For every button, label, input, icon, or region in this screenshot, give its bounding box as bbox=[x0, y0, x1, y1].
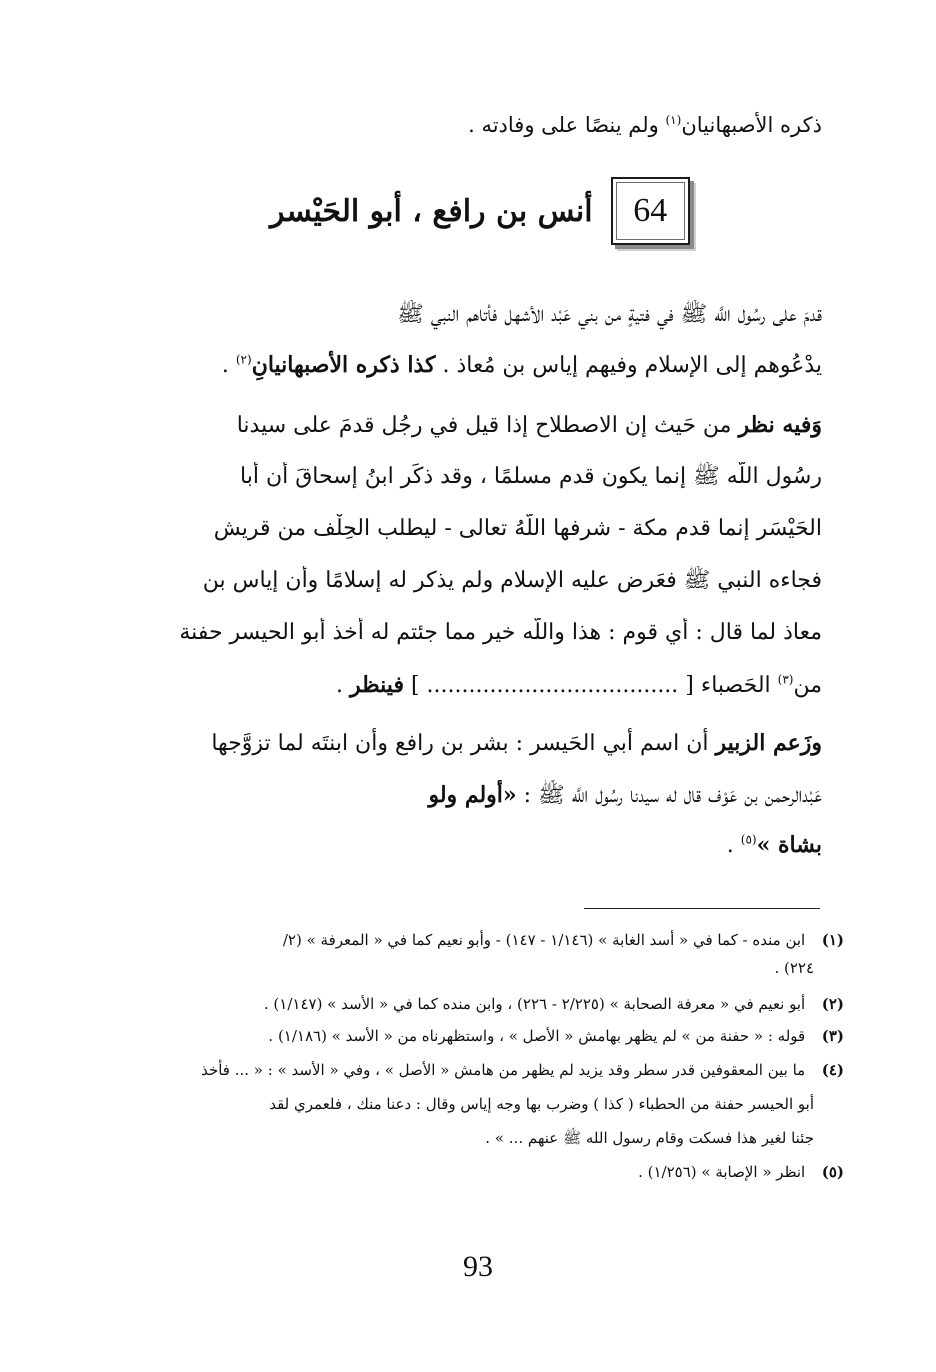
para3-line3-end: . bbox=[726, 833, 741, 858]
para3-line2-text: عَبْدالرحمن بن عَوْف قال له سيدنا رسُول اللَّه ﷺ : bbox=[516, 783, 822, 808]
para3-line2 bbox=[100, 780, 822, 811]
para3-line1-text: أَن اسم أبي الحَيسر : بشر بن رافع وأن ابنتَه لما تزوَّجها bbox=[211, 731, 716, 756]
footnote-2 bbox=[98, 992, 844, 1016]
para2-line2: رسُول اللَّه ﷺ إنما يكون قدم مسلمًا ، وقد ذكَر ابنُ إسحاقَ أن أبا bbox=[240, 464, 822, 489]
footnote-4-cont2: جئنا لغير هذا فسكت وقام رسول الله ﷺ عنهم ... » . bbox=[485, 1129, 814, 1147]
para3-line3 bbox=[100, 830, 822, 861]
footnote-1-cont: ٢٢٤) . bbox=[774, 959, 814, 977]
entry-title: أنس بن رافع ، أبو الحَيْسر bbox=[270, 193, 593, 229]
para2-line6-text: من bbox=[793, 673, 822, 698]
footnote-text: ابن منده - كما في « أسد الغابة » (١/١٤٦ - ١٤٧) - وأبو نعيم كما في « المعرفة » (٢/ bbox=[282, 931, 806, 949]
footnote-number: (٣) bbox=[821, 1027, 844, 1045]
footnote-text: قوله : « حفنة من » لم يظهر بهامش « الأصل » ، واستظهرناه من « الأسد » (١/١٨٦) . bbox=[268, 1027, 806, 1045]
footnote-number: (٤) bbox=[821, 1061, 844, 1079]
footnote-3 bbox=[98, 1024, 844, 1048]
page-number: 93 bbox=[463, 1250, 493, 1283]
entry-heading bbox=[270, 172, 690, 250]
para1-line2-text: يدْعُوهم إلى الإسلام وفيهم إياس بن مُعاذ . bbox=[435, 353, 822, 378]
intro-text: ذكره الأصبهانيان bbox=[681, 113, 822, 137]
footnote-text: ما بين المعقوفين قدر سطر وقد يزيد لم يظهر من هامش « الأصل » ، وفي « الأسد » : « ... فأخذ bbox=[201, 1061, 806, 1079]
para2-line6-mid: الحَصباء [ .................................... ] bbox=[403, 673, 778, 698]
footnote-ref-2: (٢) bbox=[235, 352, 252, 367]
para2-line3: الحَيْسَر إنما قدم مكة - شرفها اللَّهُ تعالى - ليطلب الحِلْف من قريش bbox=[213, 516, 822, 541]
para2-line1 bbox=[100, 410, 822, 441]
para2-line4: فجاءه النبي ﷺ فعَرض عليه الإسلام ولم يذكر له إسلامًا وأن إياس بن bbox=[202, 568, 822, 593]
footnote-1 bbox=[98, 928, 844, 952]
entry-number-badge bbox=[611, 177, 690, 245]
para3-line3-bold: بشاة » bbox=[756, 832, 822, 858]
footnote-number: (٢) bbox=[821, 995, 844, 1013]
entry-number: 64 bbox=[633, 192, 668, 229]
footnote-ref-3: (٣) bbox=[777, 672, 794, 687]
para1-line2-end: . bbox=[221, 353, 236, 378]
para1-line1: قدمَ على رسُول اللَّه ﷺ في فتيةٍ من بني عَبْد الأشهل فأتاهم النبي ﷺ bbox=[397, 302, 822, 327]
footnote-ref-1: (١) bbox=[665, 113, 682, 127]
footnote-4-cont: أبو الحيسر حفنة من الحطباء ( كذا ) وضرب بها وجه إياس وقال : دعنا منك ، فلعمري لقد bbox=[269, 1095, 814, 1113]
para2-line6 bbox=[100, 670, 822, 701]
footnote-text: أبو نعيم في « معرفة الصحابة » (٢/٢٢٥ - ٢٢٦) ، وابن منده كما في « الأسد » (١/١٤٧) . bbox=[263, 995, 806, 1013]
footnote-number: (١) bbox=[821, 931, 844, 949]
footnote-5 bbox=[98, 1160, 844, 1184]
para2-line6-bold: فينظر bbox=[349, 672, 404, 698]
para1-line2 bbox=[100, 350, 822, 381]
para2-line1-bold: وَفيه نظر bbox=[738, 412, 822, 438]
para2-line5: معاذ لما قال : أي قوم : هذا واللَّه خير مما جئتم له أخذ أبو الحيسر حفنة bbox=[179, 620, 822, 645]
footnote-divider bbox=[584, 908, 820, 909]
footnote-text: انظر « الإصابة » (١/٢٥٦) . bbox=[638, 1163, 806, 1181]
intro-text-end: ولم ينصًا على وفادته . bbox=[468, 113, 666, 137]
footnote-number: (٥) bbox=[821, 1163, 844, 1181]
footnote-ref-5: (٥) bbox=[740, 832, 757, 847]
footnote-4 bbox=[98, 1058, 844, 1082]
para1-line2-bold: كذا ذكره الأصبهانيانِ bbox=[251, 352, 436, 378]
para3-line1 bbox=[100, 728, 822, 759]
para2-line1-text: من حَيث إن الاصطلاح إذا قيل في رجُل قدمَ على سيدنا bbox=[236, 413, 739, 438]
para3-line2-bold: «أولم ولو bbox=[428, 782, 517, 808]
intro-line bbox=[100, 110, 822, 140]
para3-line1-bold: وزَعم الزبير bbox=[715, 730, 822, 756]
para2-line6-end: . bbox=[335, 673, 350, 698]
